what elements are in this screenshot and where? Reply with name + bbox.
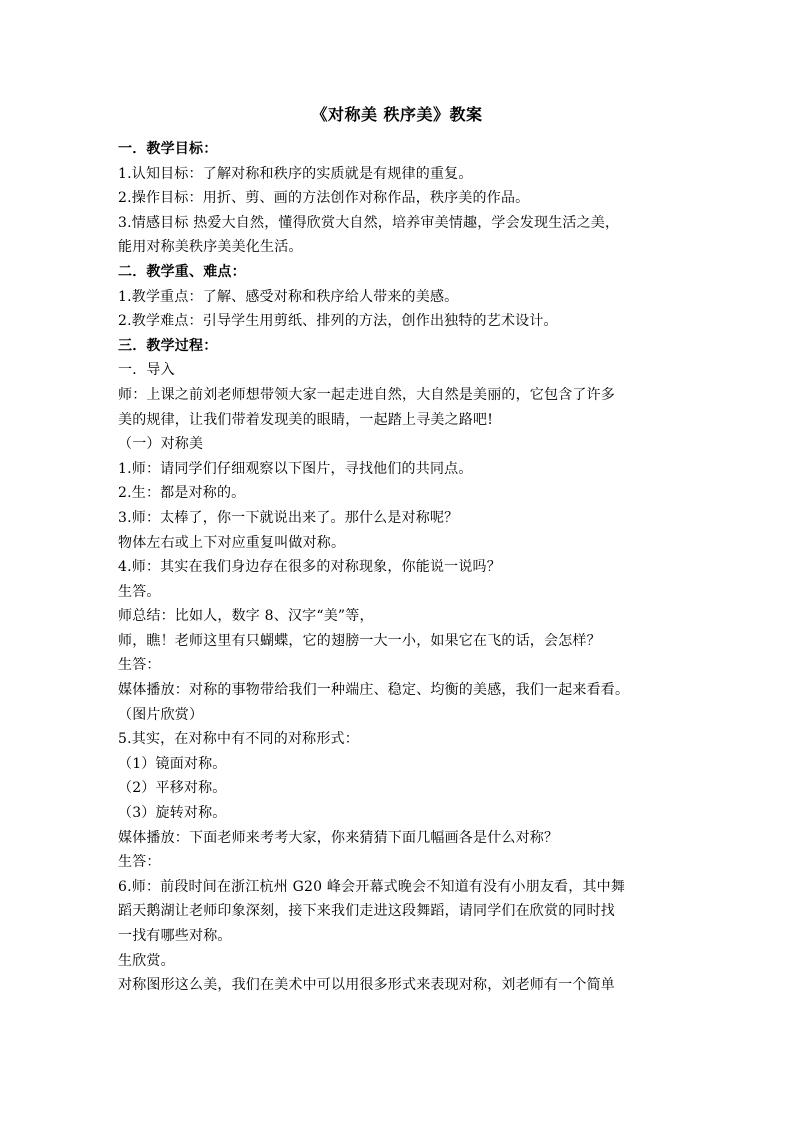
- text-line: （一）对称美: [118, 436, 204, 453]
- text-line: （3）旋转对称。: [118, 805, 227, 822]
- section-heading: 二．教学重、难点：: [118, 263, 246, 280]
- text-line: 能用对称美秩序美美化生活。: [118, 239, 303, 256]
- text-line: 5.其实，在对称中有不同的对称形式：: [118, 731, 359, 748]
- text-line: 4.师：其实在我们身边存在很多的对称现象，你能说一说吗？: [118, 559, 501, 576]
- text-line: 3.师：太棒了，你一下就说出来了。那什么是对称呢？: [118, 509, 459, 526]
- text-line: 2.生：都是对称的。: [118, 485, 246, 502]
- text-line: 2.教学难点：引导学生用剪纸、排列的方法，创作出独特的艺术设计。: [118, 313, 558, 330]
- text-line: 师：上课之前刘老师想带领大家一起走进自然，大自然是美丽的，它包含了许多: [118, 386, 615, 403]
- section-heading: 三．教学过程：: [118, 337, 218, 354]
- text-line: 生欣赏。: [118, 952, 175, 969]
- text-line: （1）镜面对称。: [118, 755, 227, 772]
- text-line: 美的规律，让我们带着发现美的眼睛，一起踏上寻美之路吧!: [118, 411, 494, 428]
- text-line: 生答：: [118, 657, 161, 674]
- text-line: 物体左右或上下对应重复叫做对称。: [118, 534, 346, 551]
- text-line: （图片欣赏）: [118, 706, 204, 723]
- text-line: 生答：: [118, 854, 161, 871]
- document-title: 《对称美 秩序美》教案: [311, 105, 483, 124]
- text-line: 对称图形这么美，我们在美术中可以用很多形式来表现对称，刘老师有一个简单: [118, 977, 615, 994]
- text-line: 生答。: [118, 583, 161, 600]
- text-line: 媒体播放：下面老师来考考大家，你来猜猜下面几幅画各是什么对称？: [118, 829, 559, 846]
- text-line: 3.情感目标 热爱大自然，懂得欣赏大自然，培养审美情趣，学会发现生活之美，: [118, 214, 620, 231]
- text-line: 1.教学重点：了解、感受对称和秩序给人带来的美感。: [118, 288, 459, 305]
- text-line: 师总结：比如人，数字 8、汉字“美”等，: [118, 608, 374, 625]
- document-body: [118, 137, 690, 998]
- text-line: 1.师：请同学们仔细观察以下图片，寻找他们的共同点。: [118, 460, 473, 477]
- text-line: 蹈天鹅湖让老师印象深刻，接下来我们走进这段舞蹈，请同学们在欣赏的同时找: [118, 903, 615, 920]
- text-line: 师，瞧！老师这里有只蝴蝶，它的翅膀一大一小，如果它在飞的话，会怎样？: [118, 632, 601, 649]
- text-line: 一找有哪些对称。: [118, 928, 232, 944]
- text-line: 一．导入: [118, 362, 175, 379]
- text-line: 2.操作目标：用折、剪、画的方法创作对称作品，秩序美的作品。: [118, 190, 530, 207]
- text-line: （2）平移对称。: [118, 780, 227, 797]
- text-line: 1.认知目标：了解对称和秩序的实质就是有规律的重复。: [118, 165, 473, 182]
- text-line: 媒体播放：对称的事物带给我们一种端庄、稳定、均衡的美感，我们一起来看看。: [118, 682, 630, 699]
- section-heading: 一．教学目标：: [118, 141, 218, 157]
- text-line: 6.师：前段时间在浙江杭州 G20 峰会开幕式晚会不知道有没有小朋友看，其中舞: [118, 878, 626, 895]
